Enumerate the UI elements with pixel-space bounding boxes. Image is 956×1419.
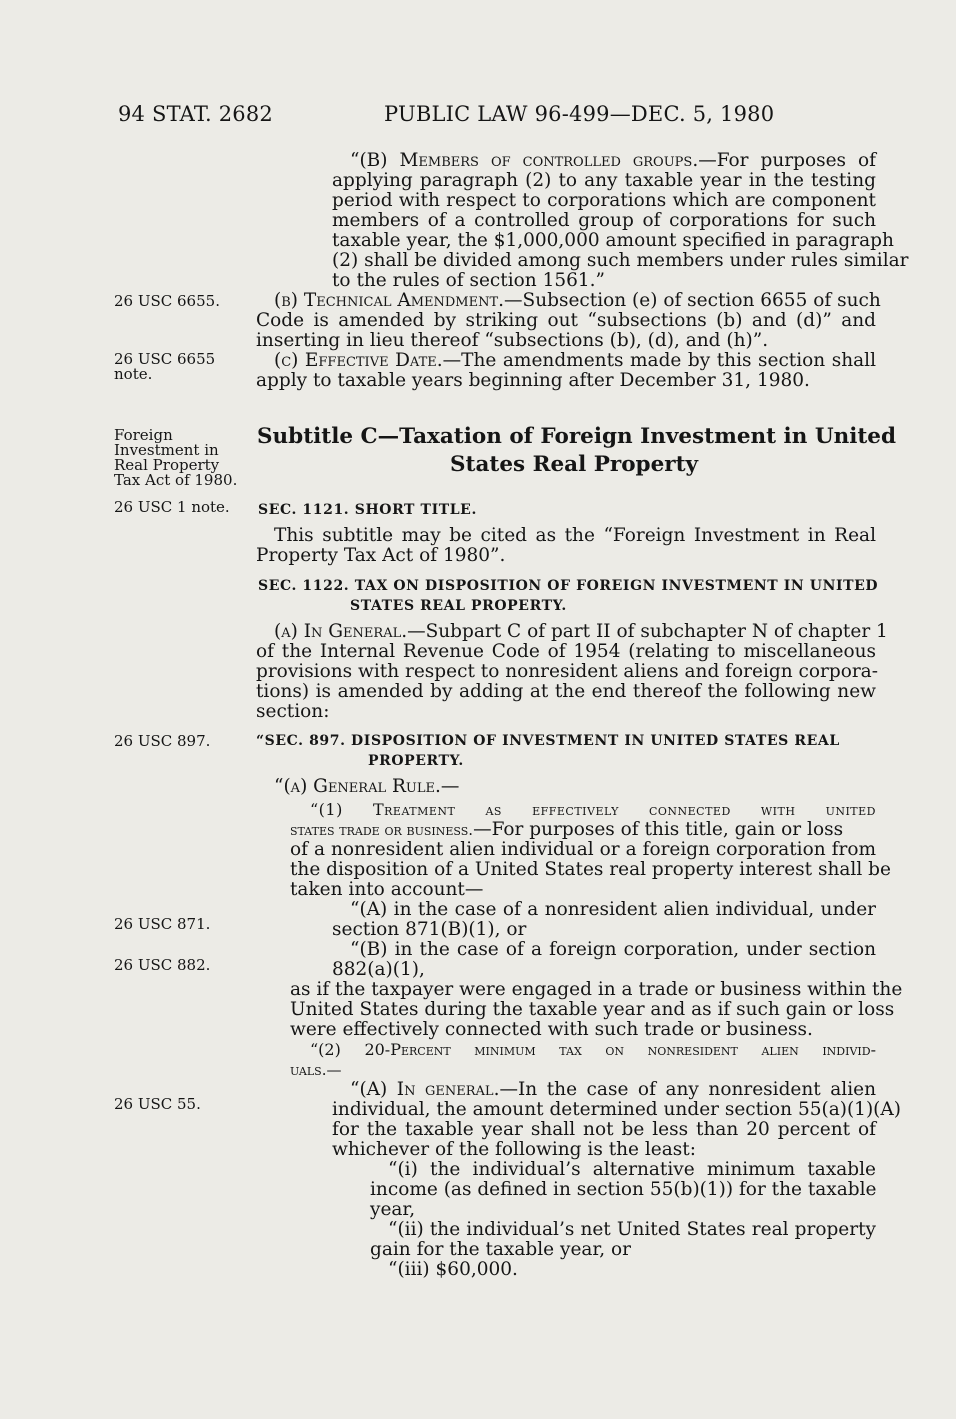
para-b-heading: “(B) Members of controlled groups. — [350, 150, 699, 171]
as-if-line: were effectively connected with such trade or business. — [290, 1019, 813, 1040]
in-general-subheading: “(A) In general. — [350, 1079, 500, 1100]
margin-citation: note. — [114, 365, 153, 383]
section-1122-line-1: (a) In General.—Subpart C of part II of subchapter N of chapter 1 — [274, 621, 888, 642]
clause-2a-line: individual, the amount determined under section 55(a)(1)(A) — [332, 1099, 901, 1120]
section-1122-line: provisions with respect to nonresident aliens and foreign corpora- — [256, 661, 878, 682]
para-b-line: period with respect to corporations which are component — [332, 190, 876, 211]
treatment-line: of a nonresident alien individual or a foreign corporation from — [290, 839, 876, 860]
section-1121-line: Property Tax Act of 1980”. — [256, 545, 506, 566]
minimum-tax-heading-cont: uals.— — [290, 1061, 342, 1079]
subtitle-heading-cont: States Real Property — [450, 452, 699, 477]
section-1121-heading: SEC. 1121. SHORT TITLE. — [258, 502, 477, 518]
section-1121-line: This subtitle may be cited as the “Foreign Investment in Real — [274, 525, 876, 546]
effective-date-line-1: (c) Effective Date.—The amendments made by this section shall — [274, 350, 877, 371]
clause-a-line: section 871(B)(1), or — [332, 919, 527, 940]
para-b-line: (2) shall be divided among such members under rules similar — [332, 250, 909, 271]
margin-citation: 26 USC 871. — [114, 915, 211, 933]
para-b-line: to the rules of section 1561.” — [332, 270, 606, 291]
as-if-line: as if the taxpayer were engaged in a trade or business within the — [290, 979, 903, 1000]
section-1122-heading-cont: STATES REAL PROPERTY. — [350, 598, 567, 614]
clause-i-line: year, — [370, 1199, 416, 1220]
clause-a-line: “(A) in the case of a nonresident alien individual, under — [350, 899, 876, 920]
in-general-heading: (a) In General. — [274, 621, 408, 642]
treatment-line: taken into account— — [290, 879, 484, 900]
treatment-heading: “(1) Treatment as effectively connected with united — [310, 800, 876, 819]
margin-note: Foreign — [114, 426, 173, 444]
section-1122-line: section: — [256, 701, 330, 722]
running-head-title: PUBLIC LAW 96-499—DEC. 5, 1980 — [384, 102, 775, 126]
clause-iii-line: “(iii) $60,000. — [388, 1259, 518, 1280]
para-b-line: applying paragraph (2) to any taxable year in the testing — [332, 170, 876, 191]
margin-note: Tax Act of 1980. — [114, 471, 238, 489]
para-b-line: taxable year, the $1,000,000 amount specified in paragraph — [332, 230, 894, 251]
clause-ii-line: gain for the taxable year, or — [370, 1239, 631, 1260]
section-1122-line: tions) is amended by adding at the end thereof the following new — [256, 681, 876, 702]
margin-citation: 26 USC 882. — [114, 956, 211, 974]
clause-i-line: income (as defined in section 55(b)(1)) for the taxable — [370, 1179, 877, 1200]
technical-amendment-line-1: (b) Technical Amendment.—Subsection (e) of section 6655 of such — [274, 290, 881, 311]
clause-i-line: “(i) the individual’s alternative minimum taxable — [388, 1159, 876, 1180]
subtitle-heading: Subtitle C—Taxation of Foreign Investment in United — [257, 424, 897, 449]
section-897-heading: “SEC. 897. DISPOSITION OF INVESTMENT IN UNITED STATES REAL — [256, 733, 840, 749]
clause-2a-line: whichever of the following is the least: — [332, 1139, 696, 1160]
clause-b-line: “(B) in the case of a foreign corporation, under section — [350, 939, 876, 960]
clause-2a-line-1: “(A) In general.—In the case of any nonresident alien — [350, 1079, 876, 1100]
treatment-line: the disposition of a United States real property interest shall be — [290, 859, 891, 880]
margin-citation: 26 USC 1 note. — [114, 498, 230, 516]
treatment-line-1: states trade or business.—For purposes of this title, gain or loss — [290, 819, 844, 840]
technical-amendment-line: inserting in lieu thereof “subsections (b), (d), and (h)”. — [256, 330, 769, 351]
clause-b-line: 882(a)(1), — [332, 959, 425, 980]
margin-citation: 26 USC 6655. — [114, 292, 220, 310]
technical-amendment-line: Code is amended by striking out “subsections (b) and (d)” and — [256, 310, 876, 331]
section-1122-heading: SEC. 1122. TAX ON DISPOSITION OF FOREIGN INVESTMENT IN UNITED — [258, 578, 879, 594]
clause-ii-line: “(ii) the individual’s net United States real property — [388, 1219, 876, 1240]
margin-citation: 26 USC 6655 — [114, 350, 216, 368]
general-rule-heading: “(a) General Rule.— — [274, 776, 460, 797]
clause-2a-line: for the taxable year shall not be less than 20 percent of — [332, 1119, 876, 1140]
margin-note: Real Property — [114, 456, 220, 474]
section-897-heading-cont: PROPERTY. — [368, 753, 464, 769]
section-1122-line: of the Internal Revenue Code of 1954 (relating to miscellaneous — [256, 641, 876, 662]
as-if-line: United States during the taxable year and as if such gain or loss — [290, 999, 895, 1020]
margin-note: Investment in — [114, 441, 219, 459]
para-b-line-1: “(B) Members of controlled groups.—For purposes of — [350, 150, 876, 171]
technical-amendment-heading: (b) Technical Amendment. — [274, 290, 505, 311]
margin-citation: 26 USC 55. — [114, 1095, 201, 1113]
margin-citation: 26 USC 897. — [114, 732, 211, 750]
minimum-tax-heading: “(2) 20-Percent minimum tax on nonresident alien individ- — [310, 1040, 876, 1059]
effective-date-heading: (c) Effective Date. — [274, 350, 443, 371]
para-b-line: members of a controlled group of corporations for such — [332, 210, 876, 231]
statute-page-number: 94 STAT. 2682 — [118, 102, 273, 126]
effective-date-line: apply to taxable years beginning after December 31, 1980. — [256, 370, 810, 391]
